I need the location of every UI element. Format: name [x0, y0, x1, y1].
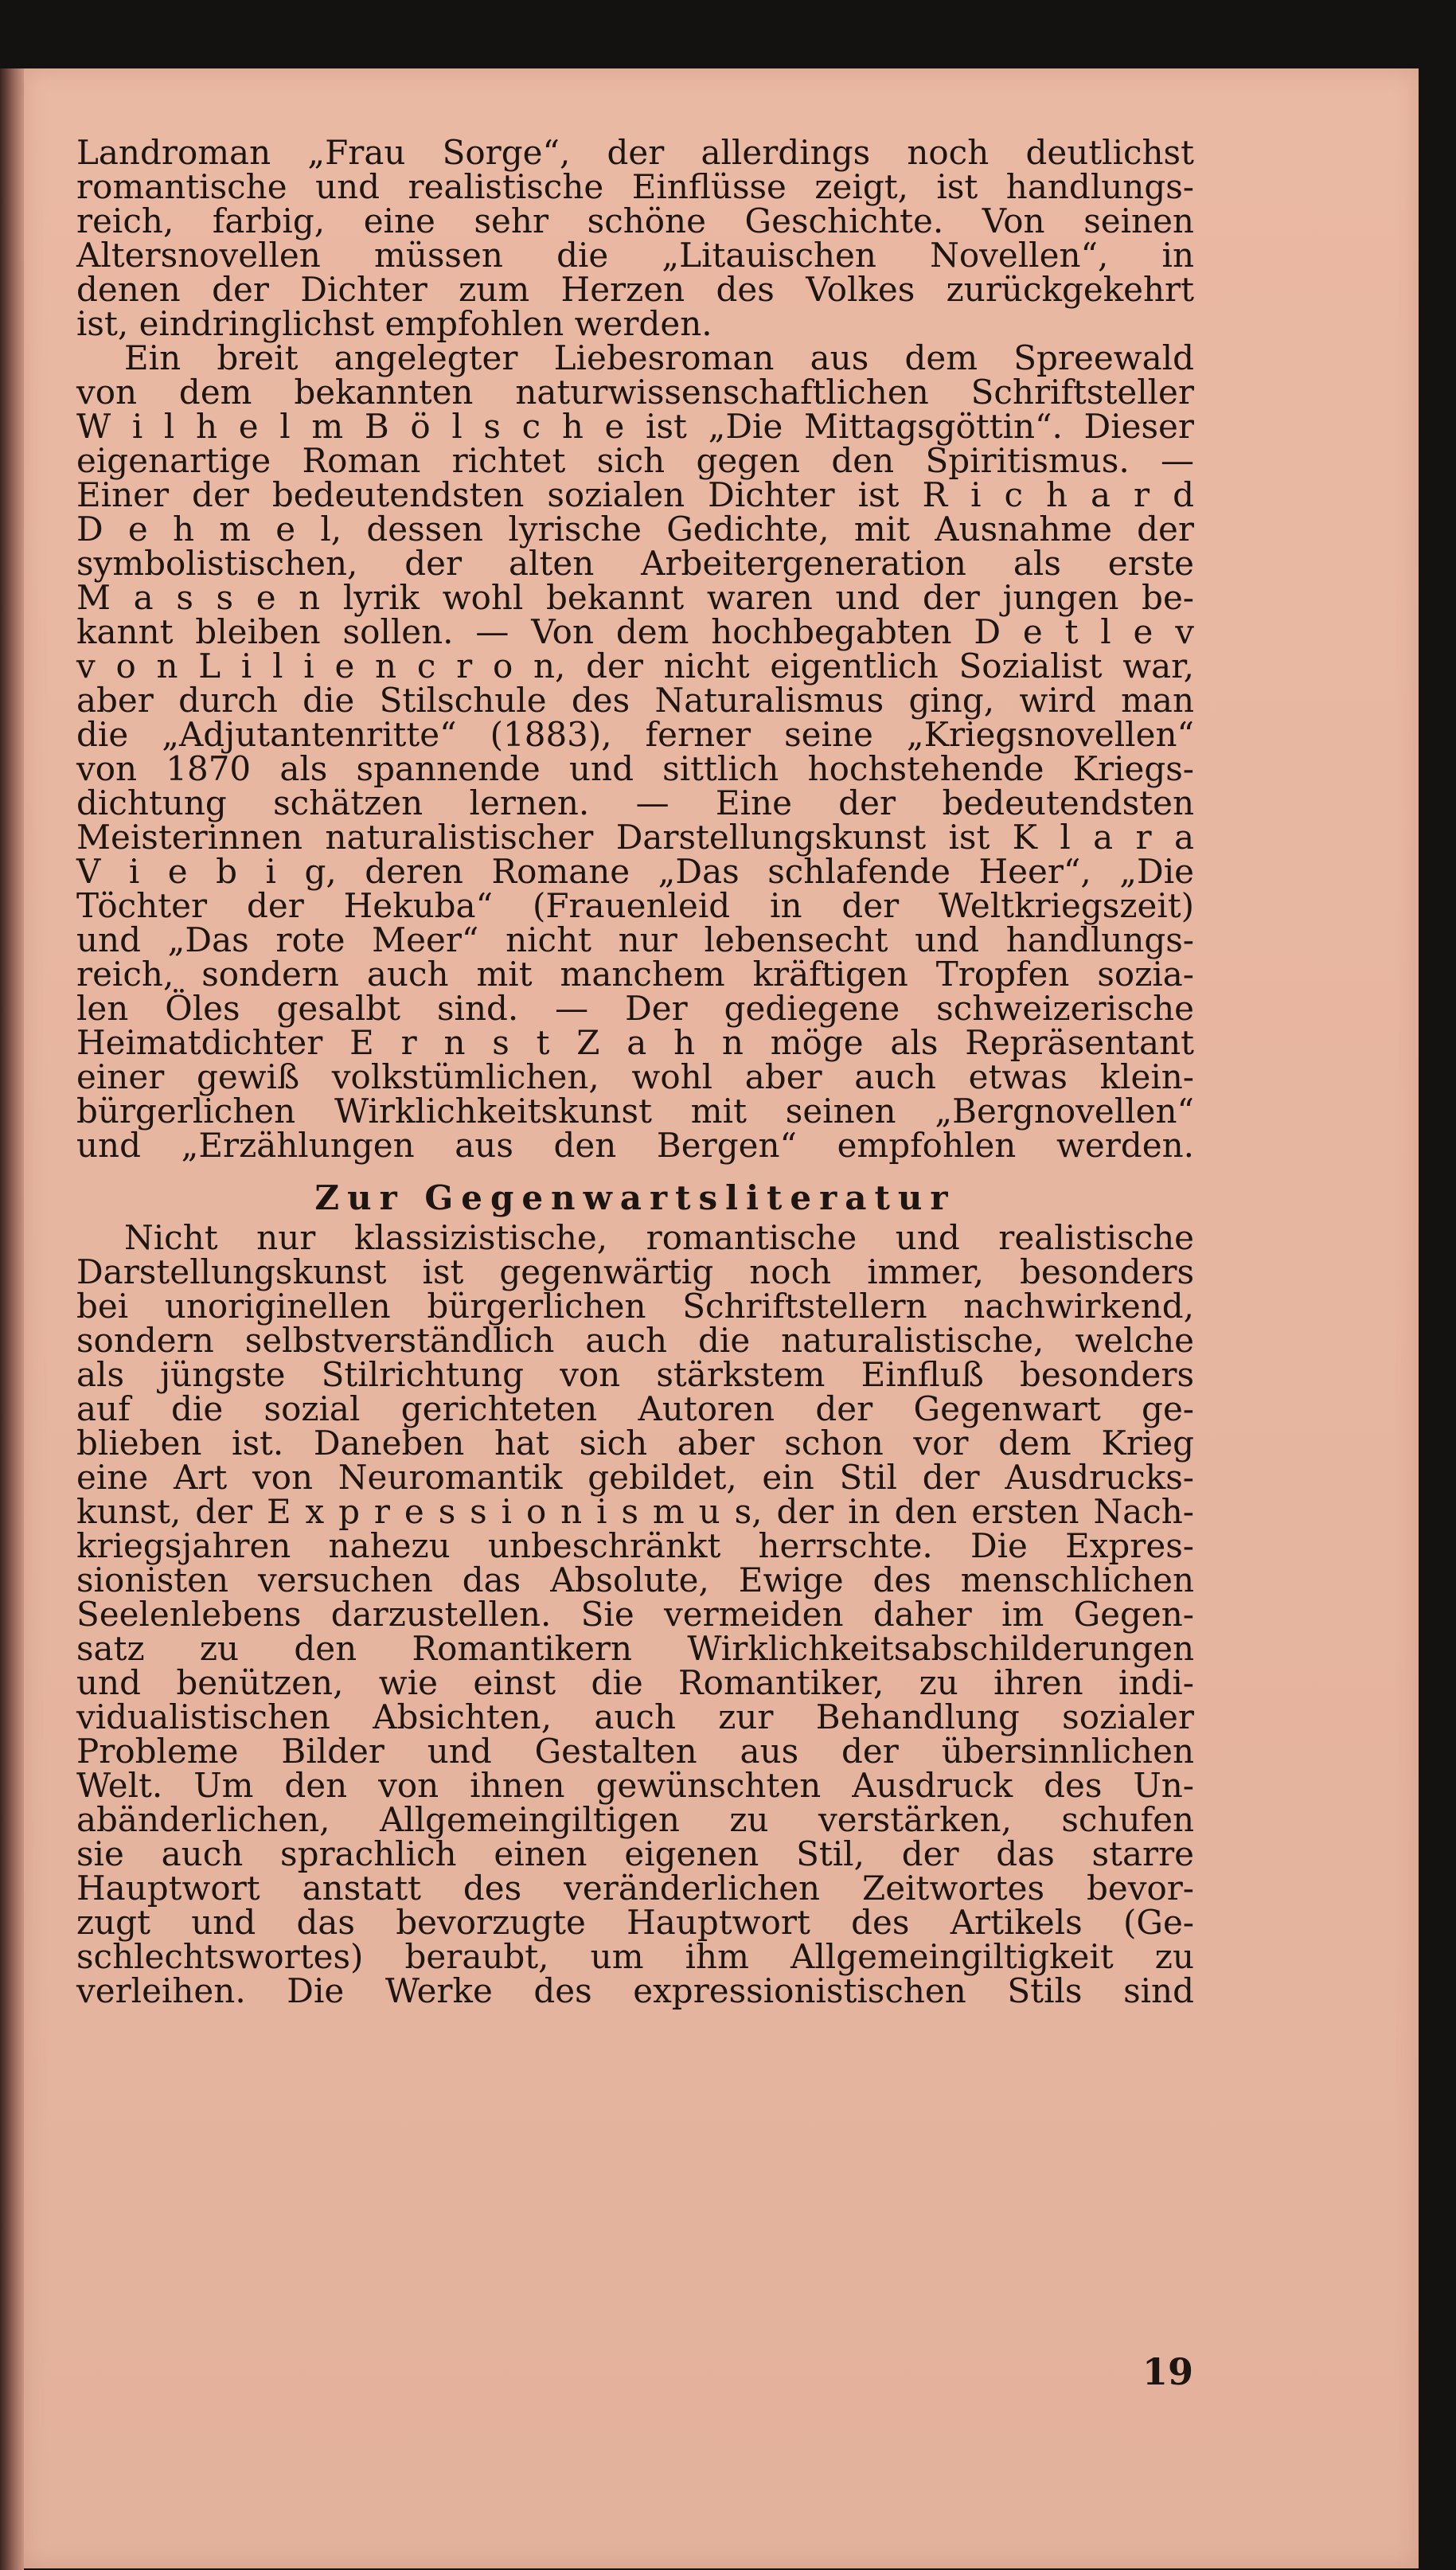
- text-line: zugt und das bevorzugte Hauptwort des Artikels (Ge-: [76, 1903, 1194, 1942]
- text-line: auf die sozial gerichteten Autoren der Gegenwart ge-: [76, 1389, 1194, 1428]
- text-line: einer gewiß volkstümlichen, wohl aber auch etwas klein-: [76, 1057, 1194, 1096]
- text-line: aber durch die Stilschule des Naturalismus ging, wird man: [76, 681, 1194, 720]
- text-line: Seelenlebens darzustellen. Sie vermeiden daher im Gegen-: [76, 1595, 1194, 1634]
- text-line: Ein breit angelegter Liebesroman aus dem Spreewald: [124, 338, 1194, 377]
- text-line: W i l h e l m B ö l s c h e ist „Die Mittagsgöttin“. Dieser: [76, 407, 1194, 446]
- text-line: M a s s e n lyrik wohl bekannt waren und der jungen be-: [76, 578, 1194, 617]
- text-line: Heimatdichter E r n s t Z a h n möge als Repräsentant: [76, 1023, 1194, 1062]
- text-line: und „Das rote Meer“ nicht nur lebensecht und handlungs-: [76, 920, 1194, 959]
- text-line: bürgerlichen Wirklichkeitskunst mit seinen „Bergnovellen“: [76, 1092, 1194, 1131]
- text-line: V i e b i g, deren Romane „Das schlafende Heer“, „Die: [76, 852, 1194, 891]
- text-line: v o n L i l i e n c r o n, der nicht eigentlich Sozialist war,: [76, 646, 1194, 685]
- text-line: Einer der bedeutendsten sozialen Dichter ist R i c h a r d: [76, 475, 1194, 514]
- text-line: symbolistischen, der alten Arbeitergeneration als erste: [76, 544, 1194, 583]
- text-line: und benützen, wie einst die Romantiker, zu ihren indi-: [76, 1663, 1194, 1702]
- text-line: denen der Dichter zum Herzen des Volkes zurückgekehrt: [76, 270, 1194, 309]
- text-line: len Öles gesalbt sind. — Der gediegene schweizerische: [76, 989, 1194, 1028]
- text-line: Darstellungskunst ist gegenwärtig noch immer, besonders: [76, 1252, 1194, 1291]
- paragraph-1: [76, 135, 1194, 341]
- text-line: Altersnovellen müssen die „Litauischen Novellen“, in: [76, 236, 1194, 275]
- paragraph-3: [76, 1218, 1194, 2010]
- text-line: Nicht nur klassizistische, romantische und realistische: [124, 1218, 1194, 1257]
- text-line: als jüngste Stilrichtung von stärkstem Einfluß besonders: [76, 1355, 1194, 1394]
- text-line: Welt. Um den von ihnen gewünschten Ausdruck des Un-: [76, 1766, 1194, 1805]
- text-line: blieben ist. Daneben hat sich aber schon vor dem Krieg: [76, 1424, 1194, 1463]
- text-line: Meisterinnen naturalistischer Darstellungskunst ist K l a r a: [76, 818, 1194, 857]
- text-line: eine Art von Neuromantik gebildet, ein Stil der Ausdrucks-: [76, 1458, 1194, 1497]
- text-line: von 1870 als spannende und sittlich hochstehende Kriegs-: [76, 749, 1194, 788]
- text-line: die „Adjutantenritte“ (1883), ferner seine „Kriegsnovellen“: [76, 715, 1194, 754]
- paragraph-2: [76, 338, 1194, 1165]
- text-line: romantische und realistische Einflüsse zeigt, ist handlungs-: [76, 167, 1194, 206]
- text-line: sionisten versuchen das Absolute, Ewige des menschlichen: [76, 1560, 1194, 1599]
- text-line: Probleme Bilder und Gestalten aus der übersinnlichen: [76, 1732, 1194, 1771]
- text-line: reich, farbig, eine sehr schöne Geschichte. Von seinen: [76, 201, 1194, 240]
- text-line: abänderlichen, Allgemeingiltigen zu verstärken, schufen: [76, 1800, 1194, 1839]
- text-line: sie auch sprachlich einen eigenen Stil, der das starre: [76, 1834, 1194, 1873]
- text-line: Töchter der Hekuba“ (Frauenleid in der Weltkriegszeit): [76, 886, 1194, 925]
- text-line: bei unoriginellen bürgerlichen Schriftstellern nachwirkend,: [76, 1287, 1194, 1326]
- text-line: vidualistischen Absichten, auch zur Behandlung sozialer: [76, 1697, 1194, 1736]
- page-binding-edge: [0, 68, 24, 2570]
- text-line: kannt bleiben sollen. — Von dem hochbegabten D e t l e v: [76, 612, 1194, 651]
- text-line: eigenartige Roman richtet sich gegen den Spiritismus. —: [76, 441, 1194, 480]
- text-line: von dem bekannten naturwissenschaftlichen Schriftsteller: [76, 373, 1194, 412]
- text-line: reich, sondern auch mit manchem kräftigen Tropfen sozia-: [76, 955, 1194, 994]
- text-line: ist, eindringlichst empfohlen werden.: [76, 304, 712, 343]
- section-heading: Zur Gegenwartsliteratur: [314, 1178, 956, 1217]
- text-line: D e h m e l, dessen lyrische Gedichte, mit Ausnahme der: [76, 510, 1194, 549]
- text-line: dichtung schätzen lernen. — Eine der bedeutendsten: [76, 783, 1194, 822]
- text-line: Landroman „Frau Sorge“, der allerdings noch deutlichst: [76, 133, 1194, 172]
- text-line: Hauptwort anstatt des veränderlichen Zeitwortes bevor-: [76, 1869, 1194, 1908]
- page-text: [76, 135, 1194, 2008]
- text-line: kunst, der E x p r e s s i o n i s m u s, der in den ersten Nach-: [76, 1492, 1194, 1531]
- page-number: 19: [1142, 2350, 1194, 2393]
- text-line: satz zu den Romantikern Wirklichkeitsabschilderungen: [76, 1629, 1194, 1668]
- text-line: sondern selbstverständlich auch die naturalistische, welche: [76, 1321, 1194, 1360]
- text-line: verleihen. Die Werke des expressionistischen Stils sind: [76, 1971, 1194, 2010]
- text-line: kriegsjahren nahezu unbeschränkt herrschte. Die Expres-: [76, 1526, 1194, 1565]
- text-line: und „Erzählungen aus den Bergen“ empfohlen werden.: [76, 1126, 1194, 1165]
- text-line: schlechtswortes) beraubt, um ihm Allgemeingiltigkeit zu: [76, 1937, 1194, 1976]
